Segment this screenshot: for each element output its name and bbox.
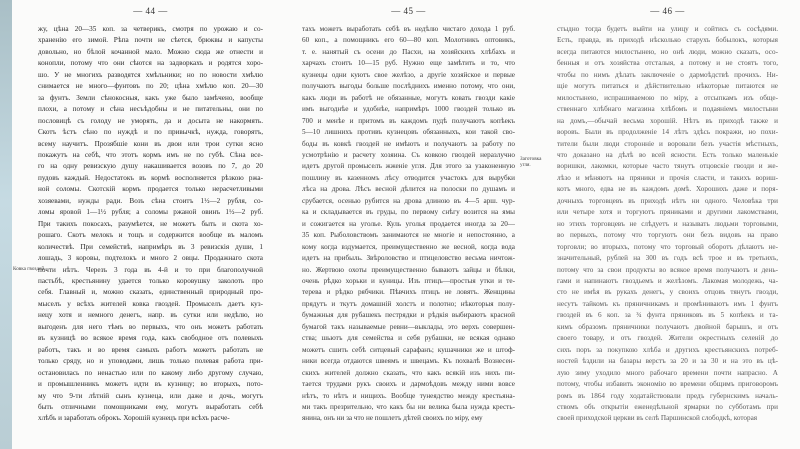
text-line: работъ, такъ и во время самыхъ работъ можетъ работать не <box>38 345 263 354</box>
text-line: всегда питаются милостынею, но онѣ люди, можно сказать, осо- <box>557 47 778 56</box>
text-line: лошадь, 3 коровы, подтелокъ и много 2 овцы. Продажнаго скота <box>38 254 263 263</box>
page-46 <box>557 0 778 449</box>
page-body <box>38 24 263 425</box>
text-line: милостынею, испрашиваемою по міру, а отсыпкамъ изъ обще- <box>557 93 778 102</box>
text-line: остановилась по ненастью или по какому либо другому случаю, <box>38 368 263 377</box>
text-line: жу, цѣна 20—35 коп. за четверикъ, смотря по урожаю и со- <box>38 25 263 33</box>
page-number: — 44 — <box>133 6 168 16</box>
text-line: тахъ можетъ выработать себѣ въ недѣлю чистаго дохода 1 руб. <box>302 25 515 33</box>
text-line: конопли, потому что они сѣются на задворкахъ и родятся хоро- <box>38 59 263 68</box>
text-line: кимъ образомъ пряничники получаютъ двойной барышъ, и отъ <box>557 322 778 331</box>
text-line: чтобы по нимъ дѣлать заключеніе о дармоѣдствѣ прочихъ. Ни- <box>557 70 778 79</box>
text-line: или четыре хотя и торгуютъ пряниками и другими лакомствами, <box>557 208 778 217</box>
text-line: количествѣ. При семействѣ, напримѣръ въ 3 ревизскія души, 1 <box>38 242 263 251</box>
text-line: ники всегда отдаются швеямъ и швецамъ. Къ похвалѣ Вознесен- <box>302 357 515 366</box>
text-line: ностей ѣздили на базары верстъ за 20 и за 30 и на это въ цѣ- <box>557 357 778 366</box>
text-line: потому, чтобы избавить экономію во времени общимъ приговоромъ <box>557 380 778 389</box>
text-line: 35 коп. Рыболовствомъ занимаются не многіе и непостоянно, а <box>302 231 515 240</box>
text-line: значительный, рублей на 300 въ годъ всѣ трое и въ третьихъ, <box>557 254 778 263</box>
text-line: кому когда вздумается, преимущественно же весной, когда вода <box>302 242 515 251</box>
text-line: скихъ жителей должно сказать, что какъ всякій изъ нихъ пи- <box>302 368 515 377</box>
text-line: бенныя и отъ хозяйства отсталыя, а потому и не стоятъ того, <box>557 59 778 68</box>
text-line: воришки, лакомки, которые часто тянутъ отцовскіе гвозди и же- <box>557 162 778 171</box>
text-line: стыдно тогда будетъ выйти на улицу и сойтись съ сосѣдями. <box>557 25 778 33</box>
text-line: себя. Главный и, можно сказать, единственный природный про- <box>38 288 263 297</box>
text-line: и сожигается на уголье. Куль уголья продается иногда за 20— <box>302 219 515 228</box>
text-line: бумажныя для рубашекъ пестрядки и рѣдкія выбираютъ красной <box>302 311 515 320</box>
scanned-page-edge <box>0 0 12 449</box>
text-line: При такихъ покосахъ, разумѣется, не можетъ быть и скота хо- <box>38 219 263 228</box>
text-line: храненію его зимой. Рѣпа почти не сѣется, брюквы и капусты <box>38 36 263 45</box>
text-line: т. е. нанятый съ осени до Пасхи, на хозяйскихъ хлѣбахъ и <box>302 47 515 56</box>
text-line: покажутъ на себѣ, что этотъ кормъ имъ не по губѣ. Сѣна все- <box>38 150 263 159</box>
text-line: ми такъ презрительно, что какъ бы ни велика была нужда кресть- <box>302 402 515 411</box>
text-line: ства; шьютъ для семейства и себя рубашки, не всякая однако <box>302 334 515 343</box>
page-number: — 45 — <box>391 6 426 16</box>
text-line: пословицѣ съ голоду не уморять, да и досыта не накормять. <box>38 116 263 125</box>
text-line: усмотрѣнію и расчету хозяина. Съ ковкою гвоздей неразлучно <box>302 150 515 159</box>
text-line: можетъ сшить себѣ ситцевый сарафанъ; кушачники же и штоф- <box>302 345 515 354</box>
text-line: Скотъ ѣстъ сѣно по нуждѣ и по привычкѣ, нужда, говорятъ, <box>38 128 263 137</box>
text-line: плохи, а потому и сѣна несъѣдобны и не питательны, они по <box>38 105 263 114</box>
text-line: боды въ ковкѣ гвоздей не имѣютъ и получаютъ за работу по <box>302 139 515 148</box>
text-line: ственнаго хлѣбнаго магазина хлѣбомъ и подаяніемъ милостыни <box>557 105 778 114</box>
page-45 <box>302 0 515 449</box>
margin-note: Ковка гвоздей <box>13 266 45 272</box>
text-line: терева и рѣдко рябчики. Пѣвчихъ птицъ не ловятъ. Женщины <box>302 288 515 297</box>
text-line: тители были люди сторонніе и воровали безъ участія мѣстныхъ, <box>557 139 778 148</box>
text-line: своей приходской церкви въ селѣ Паршинской слободкѣ, которая <box>557 414 758 423</box>
text-line: рошаго. Скотъ мелокъ и тощъ и содержится вообще въ маломъ <box>38 231 263 240</box>
text-line: но. Жертвою охоты преимущественно бываютъ зайцы и бѣлки, <box>302 265 515 274</box>
text-line: почти нѣтъ. Черезъ 3 года въ 4-й и то при благополучной <box>38 265 263 274</box>
page-number: — 46 — <box>650 6 685 16</box>
text-line: какъ люди въ работѣ не обязанные, могутъ ковать гвозди какіе <box>302 93 515 102</box>
text-line: 60 коп., а помощникъ его 60—80 коп. Молотникъ оптовикъ, <box>302 36 515 45</box>
text-line: но этихъ торговцевъ не слѣдуетъ и называть людьми торговыми, <box>557 219 778 228</box>
text-line: ной соломы. Скотскій кормъ продается только нерасчетливыми <box>38 185 263 194</box>
text-line: шо. У не многихъ разводятся хмѣльники; но по новости хмѣлю <box>38 70 263 79</box>
text-line: хлѣбъ и заработать оброкъ. Хорошій кузнецъ при всѣхъ расче- <box>38 414 230 423</box>
text-line: котъ много, едва не въ каждомъ домѣ. Хорошихъ даже и поря- <box>557 185 778 194</box>
text-line: идетъ другой промыселъ жженіе угля. Для этого за узаконенную <box>302 162 515 171</box>
text-line: щіе могутъ питаться и дѣйствительно нѣкоторые питаются не <box>557 82 778 91</box>
text-line: лѣса на дрова. Лѣсъ весной дѣлится на полоски по душамъ и <box>302 185 515 194</box>
text-line: во первыхъ, потому что торгуютъ они безъ видовъ на право <box>557 231 778 240</box>
text-line: за фунтъ. Земли сѣнокосныя, какъ уже было замѣчено, вообще <box>38 93 263 102</box>
text-line: мыселъ у всѣхъ жителей ковка гвоздей. Промыселъ даетъ куз- <box>38 299 263 308</box>
text-line: что доказано на дѣлѣ во всей ясности. Есть только маленькіе <box>557 150 778 159</box>
text-line: нецу хотя и немного денегъ, напр. въ сутки или недѣлю, но <box>38 311 263 320</box>
text-line: торговли; во вторыхъ, потому что торговый оборотъ дѣлаютъ не- <box>557 242 778 251</box>
text-line: всему научитъ. Прозябшіе кони въ двои или трои сутки ясно <box>38 139 263 148</box>
page-body <box>302 24 515 425</box>
text-line: харчахъ стоитъ 10—15 руб. Нужно еще замѣтить и то, что <box>302 59 515 68</box>
text-line: лѣзо и мѣняютъ на пряники и прочія сласти, и такихъ вориш- <box>557 173 778 182</box>
text-line: го на одну ревизскую душу накашивается возовъ по 7, до 20 <box>38 162 263 171</box>
text-line: сихъ поръ за покупкою хлѣба и другихъ крестьянскихъ потреб- <box>557 345 778 354</box>
text-line: быть отличными помощниками ему, могутъ выработать себѣ <box>38 402 263 411</box>
margin-note: Заготовка угля. <box>520 156 542 168</box>
text-line: 700 и менѣе и притомъ въ каждомъ пудѣ получаютъ копѣекъ <box>302 116 515 125</box>
text-line: гвоздей въ 6 коп. за ¾ фунта пряниковъ въ 5 копѣекъ и та- <box>557 311 778 320</box>
text-line: имъ выгоднѣе и удобнѣе, напримѣръ 1000 гвоздей только въ <box>302 105 515 114</box>
text-line: получаютъ выгоды больше послѣднихъ именно потому, что они, <box>302 82 515 91</box>
text-line: янина, онъ ни за что не пошлетъ дѣтей своихъ по міру, ему <box>302 414 483 423</box>
text-line: сто не имѣя въ рукахъ денегъ, у своихъ отцовъ тянутъ гвозди, <box>557 288 778 297</box>
text-line: 5—10 лишнихъ противъ кузнецовъ обязанныхъ, кои такой сво- <box>302 128 515 137</box>
text-line: дочныхъ торговцевъ въ приходѣ нѣтъ ни одного. Человѣка три <box>557 196 778 205</box>
text-line: выгоденъ для него тѣмъ во первыхъ, что онъ можетъ работать <box>38 322 263 331</box>
text-line: прядутъ и ткутъ домашній холстъ и полотно; нѣкоторыя полу- <box>302 299 515 308</box>
text-line: несутъ тайкомъ къ пряничникамъ и промѣниваютъ имъ 1 фунтъ <box>557 299 778 308</box>
text-line: пошлину въ казенномъ лѣсу отводится участокъ для вырубки <box>302 173 515 182</box>
text-line: ствомъ объ открытіи еженедѣльной ярмарки по субботамъ при <box>557 402 778 411</box>
text-line: срубается, осенью рубится на дрова длиною въ 4—5 арш. чур- <box>302 196 515 205</box>
text-line: и промышленникъ можетъ идти въ кузницу; во вторыхъ, пото- <box>38 380 263 389</box>
text-line: очень рѣдко хорьки и куницы. Изъ птицъ—простыя утки и те- <box>302 276 515 285</box>
text-line: пастьбѣ, крестьянину удается только коровушку заколоть про <box>38 276 263 285</box>
text-line: му что 9-ти лѣтній сынъ кузнеца, или даже и дочь, могутъ <box>38 391 263 400</box>
text-line: на домъ,—обычай весьма хорошій. Нѣтъ въ приходѣ также и <box>557 116 778 125</box>
text-line: только сряду, но и уповодами, лишь только полевая работа при- <box>38 357 263 366</box>
text-line: пудовъ каждый. Недостатокъ въ кормѣ восполняется рѣзкою ржа- <box>38 173 263 182</box>
text-line: идетъ на прибыль. Звѣроловство и птицеловство весьма ничтож- <box>302 254 515 263</box>
text-line: воровъ. Были въ продолженіе 14 лѣтъ здѣсь покражи, но похи- <box>557 128 778 137</box>
text-line: гами и напинаютъ гвоздьемъ и желѣзомъ. Лакомая молодежь, ча- <box>557 276 778 285</box>
text-line: кузнецы одни куютъ свое желѣзо, а другіе хозяйское и первые <box>302 70 515 79</box>
text-line: довольно, но бѣлой кочанной мало. Можно сюда же отнести и <box>38 47 263 56</box>
text-line: бумагой такъ называемые ревни—выклады, это верхъ совершен- <box>302 322 515 331</box>
page-body <box>557 24 778 425</box>
text-line: ка и складывается въ груды, по первому снѣгу возится на ямы <box>302 208 515 217</box>
text-line: ломы яровой 1—1½ рубля; а соломы ржаной овинъ 1½—2 руб. <box>38 208 263 217</box>
text-line: въ кузницѣ во всякое время года, какъ свободное отъ полевыхъ <box>38 334 263 343</box>
text-line: Есть, правда, въ приходѣ нѣсколько старухъ бобылокъ, которыя <box>557 36 778 45</box>
page-44 <box>38 0 263 449</box>
text-line: снимается не много—фунтовъ по 20; цѣна хмѣлю коп. 20—30 <box>38 82 263 91</box>
text-line: лую зиму уходило много рабочаго времени почти напрасно. А <box>557 368 778 377</box>
text-line: хозяевами, нужды ради. Возъ сѣна стоитъ 1½—2 рубля, со- <box>38 196 263 205</box>
text-line: своего товару, и отъ гвоздей. Жители окрестныхъ селеній до <box>557 334 778 343</box>
text-line: тается трудами рукъ своихъ и дармоѣдовъ между ними вовсе <box>302 380 515 389</box>
text-line: потому что за свои продукты во всякое время получаютъ и день- <box>557 265 778 274</box>
text-line: нѣтъ, то нѣтъ и нищихъ. Вообще тунеядство между крестьяна- <box>302 391 515 400</box>
text-line: ромъ въ 1864 году ходатайствовали предъ губернскимъ началь- <box>557 391 778 400</box>
